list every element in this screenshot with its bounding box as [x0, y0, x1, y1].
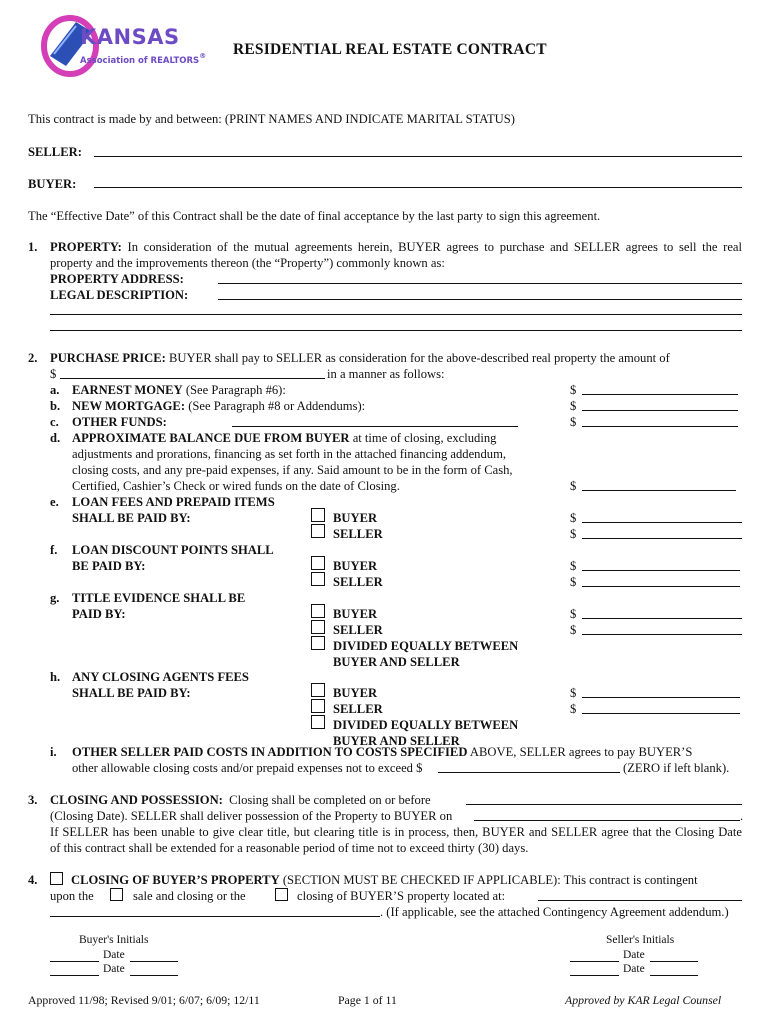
- agent-fees-seller-label: SELLER: [333, 702, 383, 716]
- agent-fees-buyer-checkbox[interactable]: [311, 683, 325, 697]
- section-4-upon: upon the: [50, 889, 94, 903]
- logo-name: KANSAS: [80, 25, 180, 49]
- title-evidence-divided-checkbox[interactable]: [311, 636, 325, 650]
- legal-description-field-3[interactable]: [50, 330, 742, 331]
- title-evidence-divided-label-2: BUYER AND SELLER: [333, 655, 460, 669]
- section-2-text: BUYER shall pay to SELLER as consideration for the above-described real property the amount of: [168, 351, 670, 365]
- section-2-number: 2.: [28, 351, 38, 365]
- loan-fees-seller-label: SELLER: [333, 527, 383, 541]
- purchase-dollar: $: [50, 367, 57, 381]
- buyer-initials-field-1[interactable]: [50, 961, 99, 962]
- seller-date-label-2: Date: [623, 963, 645, 975]
- seller-label: SELLER:: [28, 145, 82, 159]
- item-g-line1: TITLE EVIDENCE SHALL BE: [72, 591, 246, 605]
- seller-initials-field-2[interactable]: [570, 975, 619, 976]
- title-evidence-divided-label: DIVIDED EQUALLY BETWEEN: [333, 639, 519, 653]
- discount-points-seller-amount[interactable]: [582, 586, 740, 587]
- item-d-line1: [72, 431, 496, 446]
- discount-points-seller-checkbox[interactable]: [311, 572, 325, 586]
- section-4-sale: sale and closing or the: [133, 889, 246, 903]
- item-d-line2: adjustments and prorations, financing as set forth in the attached financing addendum,: [72, 447, 507, 461]
- buyers-property-address-field-2[interactable]: [50, 916, 380, 917]
- section-1-line2: property and the improvements thereon (the “Property”) commonly known as:: [50, 256, 445, 270]
- item-a-tail: (See Paragraph #6):: [185, 383, 286, 397]
- agent-fees-seller-amount[interactable]: [582, 713, 740, 714]
- item-f-letter: f.: [50, 543, 58, 557]
- page-title: RESIDENTIAL REAL ESTATE CONTRACT: [233, 41, 547, 58]
- agent-fees-divided-label: DIVIDED EQUALLY BETWEEN: [333, 718, 519, 732]
- item-g-letter: g.: [50, 591, 60, 605]
- title-evidence-seller-amount[interactable]: [582, 634, 742, 635]
- item-c-dollar: $: [570, 415, 577, 429]
- section-3-line1: [50, 793, 431, 808]
- agent-fees-buyer-dollar: $: [570, 686, 577, 700]
- discount-points-buyer-checkbox[interactable]: [311, 556, 325, 570]
- item-d-heading: APPROXIMATE BALANCE DUE FROM BUYER: [72, 431, 350, 445]
- agent-fees-seller-checkbox[interactable]: [311, 699, 325, 713]
- buyer-initials-field-2[interactable]: [50, 975, 99, 976]
- item-c-letter: c.: [50, 415, 59, 429]
- buyer-label: BUYER:: [28, 177, 77, 191]
- item-d-line3: closing costs, and any pre-paid expenses, if any. Said amount to be in the form of Cash,: [72, 463, 513, 477]
- section-4-number: 4.: [28, 873, 38, 887]
- section-1-text: In consideration of the mutual agreements herein, BUYER agrees to purchase and SELLER agrees to sell the real: [127, 240, 742, 254]
- footer-legal-counsel: Approved by KAR Legal Counsel: [565, 993, 722, 1007]
- item-i-letter: i.: [50, 745, 57, 759]
- item-d-letter: d.: [50, 431, 61, 445]
- section-1-line1: [50, 240, 742, 255]
- item-e-line2: SHALL BE PAID BY:: [72, 511, 191, 525]
- section-1-heading: PROPERTY:: [50, 240, 122, 254]
- agent-fees-buyer-label: BUYER: [333, 686, 378, 700]
- section-3-line4: of this contract shall be extended for a reasonable period of time not to exceed thirty (30) days.: [50, 841, 529, 855]
- item-i-heading: OTHER SELLER PAID COSTS IN ADDITION TO COSTS SPECIFIED: [72, 745, 468, 759]
- title-evidence-buyer-checkbox[interactable]: [311, 604, 325, 618]
- loan-fees-seller-checkbox[interactable]: [311, 524, 325, 538]
- discount-points-buyer-amount[interactable]: [582, 570, 740, 571]
- purchase-price-field[interactable]: [60, 378, 325, 379]
- section-3-line2-tail: .: [740, 809, 744, 823]
- item-i-line2-tail: (ZERO if left blank).: [623, 761, 730, 775]
- section-3-number: 3.: [28, 793, 38, 807]
- item-b-tail: (See Paragraph #8 or Addendums):: [188, 399, 366, 413]
- buyer-names-field[interactable]: [94, 187, 742, 188]
- discount-points-buyer-label: BUYER: [333, 559, 378, 573]
- item-f-line1: LOAN DISCOUNT POINTS SHALL: [72, 543, 274, 557]
- title-evidence-buyer-label: BUYER: [333, 607, 378, 621]
- loan-fees-buyer-checkbox[interactable]: [311, 508, 325, 522]
- sale-and-closing-checkbox[interactable]: [110, 888, 123, 901]
- item-b-text: [72, 399, 365, 414]
- kar-logo: [40, 8, 207, 80]
- item-i-line2: other allowable closing costs and/or prepaid expenses not to exceed $: [72, 761, 423, 775]
- new-mortgage-field[interactable]: [582, 410, 738, 411]
- buyer-date-field-1[interactable]: [130, 961, 178, 962]
- property-address-field[interactable]: [218, 283, 742, 284]
- loan-fees-buyer-amount[interactable]: [582, 522, 742, 523]
- section-3-line2: (Closing Date). SELLER shall deliver possession of the Property to BUYER on: [50, 809, 453, 823]
- seller-date-label-1: Date: [623, 949, 645, 961]
- agent-fees-divided-checkbox[interactable]: [311, 715, 325, 729]
- loan-fees-buyer-label: BUYER: [333, 511, 378, 525]
- item-a-dollar: $: [570, 383, 577, 397]
- seller-date-field-1[interactable]: [650, 961, 698, 962]
- item-e-letter: e.: [50, 495, 59, 509]
- item-a-text: [72, 383, 286, 398]
- intro-text: This contract is made by and between: (PRINT NAMES AND INDICATE MARITAL STATUS): [28, 112, 515, 126]
- property-address-label: PROPERTY ADDRESS:: [50, 272, 184, 286]
- logo-reg: ®: [199, 52, 207, 60]
- item-a-heading: EARNEST MONEY: [72, 383, 183, 397]
- item-f-line2: BE PAID BY:: [72, 559, 146, 573]
- section-4-closing: closing of BUYER’S property located at:: [297, 889, 506, 903]
- item-h-letter: h.: [50, 670, 61, 684]
- legal-description-field-2[interactable]: [50, 314, 742, 315]
- section-3-text: Closing shall be completed on or before: [229, 793, 431, 807]
- purchase-price-tail: in a manner as follows:: [327, 367, 445, 381]
- item-e-line1: LOAN FEES AND PREPAID ITEMS: [72, 495, 275, 509]
- section-3-heading: CLOSING AND POSSESSION:: [50, 793, 223, 807]
- item-a-letter: a.: [50, 383, 60, 397]
- agent-fees-seller-dollar: $: [570, 702, 577, 716]
- logo-subtitle: Association of REALTORS: [80, 56, 200, 66]
- buyer-date-field-2[interactable]: [130, 975, 178, 976]
- other-seller-costs-field[interactable]: [438, 772, 620, 773]
- discount-points-seller-label: SELLER: [333, 575, 383, 589]
- title-evidence-buyer-amount[interactable]: [582, 618, 742, 619]
- seller-date-field-2[interactable]: [650, 975, 698, 976]
- buyers-initials-label: Buyer's Initials: [79, 934, 149, 946]
- buyer-date-label-2: Date: [103, 963, 125, 975]
- item-b-letter: b.: [50, 399, 61, 413]
- title-evidence-seller-checkbox[interactable]: [311, 620, 325, 634]
- footer-page-number: Page 1 of 11: [338, 993, 397, 1007]
- balance-due-field[interactable]: [582, 490, 736, 491]
- other-funds-description-field[interactable]: [232, 426, 518, 427]
- loan-fees-buyer-dollar: $: [570, 511, 577, 525]
- buyers-property-contingency-checkbox[interactable]: [50, 872, 63, 885]
- footer-revision: Approved 11/98; Revised 9/01; 6/07; 6/09; 12/11: [28, 993, 260, 1007]
- item-b-dollar: $: [570, 399, 577, 413]
- item-d-line4: Certified, Cashier’s Check or wired funds on the date of Closing.: [72, 479, 400, 493]
- item-i-line1: [72, 745, 692, 760]
- discount-points-buyer-dollar: $: [570, 559, 577, 573]
- title-evidence-buyer-dollar: $: [570, 607, 577, 621]
- section-1-number: 1.: [28, 240, 38, 254]
- discount-points-seller-dollar: $: [570, 575, 577, 589]
- earnest-money-field[interactable]: [582, 394, 738, 395]
- other-funds-field[interactable]: [582, 426, 738, 427]
- section-4-line1: [71, 873, 698, 888]
- buyers-property-address-field[interactable]: [538, 900, 742, 901]
- effective-date-text: The “Effective Date” of this Contract shall be the date of final acceptance by the last party to sign this agreement.: [28, 209, 601, 223]
- legal-description-field[interactable]: [218, 299, 742, 300]
- item-h-line2: SHALL BE PAID BY:: [72, 686, 191, 700]
- section-2-line1: [50, 351, 670, 366]
- item-d-tail: at time of closing, excluding: [352, 431, 497, 445]
- possession-date-field[interactable]: [474, 820, 740, 821]
- loan-fees-seller-dollar: $: [570, 527, 577, 541]
- seller-names-field[interactable]: [94, 156, 742, 157]
- sellers-initials-label: Seller's Initials: [606, 934, 675, 946]
- closing-date-field[interactable]: [466, 804, 742, 805]
- loan-fees-seller-amount[interactable]: [582, 538, 742, 539]
- title-evidence-seller-label: SELLER: [333, 623, 383, 637]
- item-h-line1: ANY CLOSING AGENTS FEES: [72, 670, 249, 684]
- closing-only-checkbox[interactable]: [275, 888, 288, 901]
- legal-description-label: LEGAL DESCRIPTION:: [50, 288, 189, 302]
- section-4-heading: CLOSING OF BUYER’S PROPERTY: [71, 873, 280, 887]
- agent-fees-divided-label-2: BUYER AND SELLER: [333, 734, 460, 748]
- title-evidence-seller-dollar: $: [570, 623, 577, 637]
- item-b-heading: NEW MORTGAGE:: [72, 399, 186, 413]
- seller-initials-field-1[interactable]: [570, 961, 619, 962]
- section-4-line3-tail: . (If applicable, see the attached Contingency Agreement addendum.): [380, 905, 729, 919]
- section-2-heading: PURCHASE PRICE:: [50, 351, 166, 365]
- buyer-date-label-1: Date: [103, 949, 125, 961]
- item-i-tail: ABOVE, SELLER agrees to pay BUYER’S: [469, 745, 693, 759]
- section-4-tail: (SECTION MUST BE CHECKED IF APPLICABLE): This contract is contingent: [282, 873, 698, 887]
- agent-fees-buyer-amount[interactable]: [582, 697, 740, 698]
- item-d-dollar: $: [570, 479, 577, 493]
- item-g-line2: PAID BY:: [72, 607, 126, 621]
- section-3-line3: If SELLER has been unable to give clear title, but clearing title is in process, then, BUYER and SELLER agree that the Closing Date: [50, 825, 742, 839]
- item-c-heading: OTHER FUNDS:: [72, 415, 167, 429]
